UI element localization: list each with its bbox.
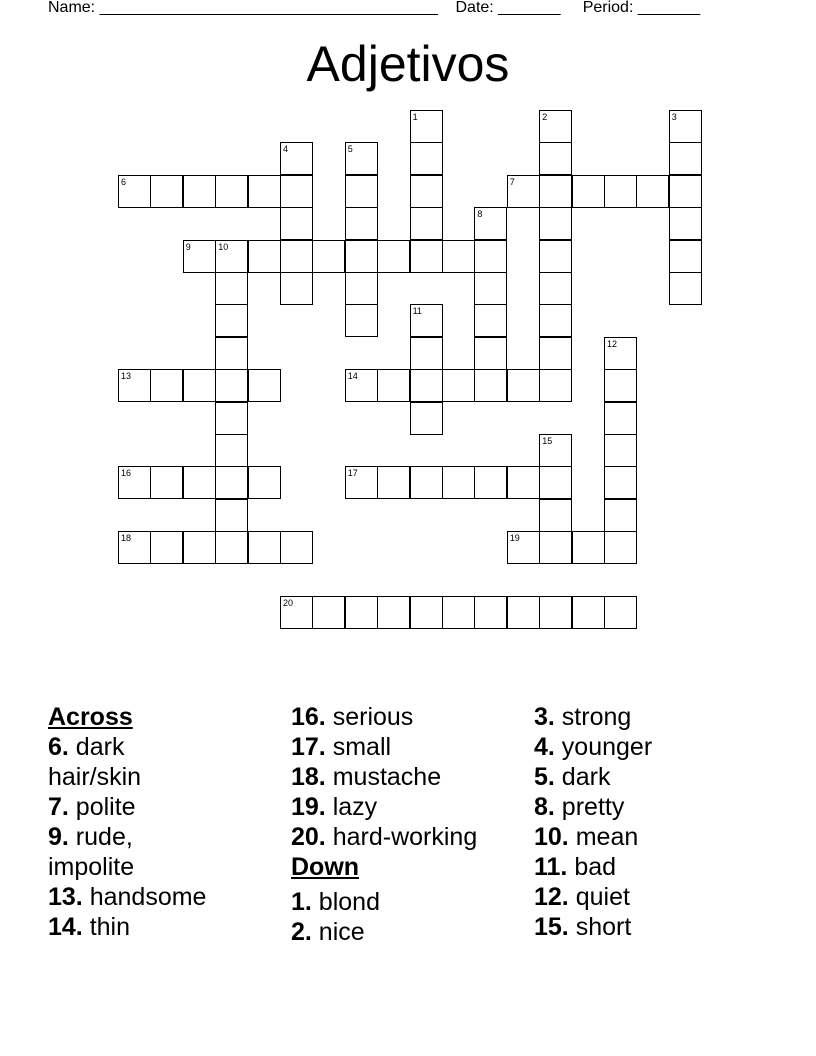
crossword-cell[interactable] — [539, 304, 572, 337]
clue-heading: Across — [48, 703, 133, 731]
crossword-cell[interactable] — [345, 240, 378, 273]
worksheet-header: Name: ______________________________________ Date: _______ Period: _______ — [48, 0, 701, 16]
crossword-cell[interactable] — [248, 369, 281, 402]
crossword-cell[interactable] — [539, 466, 572, 499]
clue-number: 13. — [48, 883, 83, 911]
crossword-cell[interactable] — [669, 272, 702, 305]
crossword-cell[interactable] — [669, 207, 702, 240]
cell-number: 10 — [218, 241, 229, 252]
cell-number: 4 — [283, 144, 289, 155]
clue-item — [534, 912, 769, 942]
crossword-cell[interactable] — [215, 466, 248, 499]
crossword-cell[interactable] — [572, 596, 605, 629]
clue-number: 8. — [534, 793, 555, 821]
crossword-cell[interactable] — [345, 142, 378, 175]
crossword-cell[interactable] — [150, 531, 183, 564]
cell-number: 5 — [347, 144, 353, 155]
crossword-cell[interactable] — [248, 175, 281, 208]
clue-item — [48, 822, 283, 882]
crossword-cell[interactable] — [539, 240, 572, 273]
crossword-cell[interactable] — [604, 175, 637, 208]
clue-text: nice — [311, 918, 365, 946]
cell-number: 7 — [509, 176, 515, 187]
cell-number: 15 — [542, 436, 553, 446]
crossword-cell[interactable] — [280, 531, 313, 564]
crossword-cell[interactable] — [215, 175, 248, 208]
clue-text: thin — [82, 913, 131, 941]
crossword-cell[interactable] — [604, 466, 637, 499]
crossword-cell[interactable] — [183, 240, 216, 273]
crossword-cell[interactable] — [442, 466, 475, 499]
clue-item — [291, 702, 526, 732]
crossword-cell[interactable] — [215, 434, 248, 467]
clue-text: mean — [568, 823, 639, 851]
crossword-cell[interactable] — [539, 272, 572, 305]
crossword-cell[interactable] — [669, 142, 702, 175]
cell-number: 12 — [607, 338, 618, 349]
crossword-cell[interactable] — [507, 369, 540, 402]
crossword-cell[interactable] — [345, 272, 378, 305]
crossword-cell[interactable] — [410, 402, 443, 435]
clue-item — [291, 822, 526, 852]
cell-number: 19 — [509, 533, 520, 544]
crossword-cell[interactable] — [539, 596, 572, 629]
clue-text: mustache — [325, 763, 442, 791]
crossword-cell[interactable] — [150, 466, 183, 499]
crossword-cell[interactable] — [150, 175, 183, 208]
clue-item — [48, 792, 283, 822]
crossword-cell[interactable] — [572, 175, 605, 208]
clue-item — [48, 912, 283, 942]
crossword-cell[interactable] — [539, 531, 572, 564]
crossword-cell[interactable] — [150, 369, 183, 402]
clue-item — [48, 732, 283, 792]
clue-number: 18. — [291, 763, 326, 791]
crossword-cell[interactable] — [474, 240, 507, 273]
crossword-cell[interactable] — [377, 466, 410, 499]
crossword-cell[interactable] — [410, 175, 443, 208]
crossword-cell[interactable] — [507, 596, 540, 629]
crossword-cell[interactable] — [539, 207, 572, 240]
crossword-cell[interactable] — [215, 304, 248, 337]
clue-item — [534, 702, 769, 732]
crossword-cell[interactable] — [215, 369, 248, 402]
cell-number: 16 — [121, 468, 132, 479]
clue-text: lazy — [325, 793, 378, 821]
clue-text: short — [568, 913, 632, 941]
clue-number: 16. — [291, 703, 326, 731]
clue-text: blond — [311, 888, 380, 916]
clue-text: quiet — [568, 883, 630, 911]
crossword-cell[interactable] — [377, 240, 410, 273]
clue-heading: Down — [291, 853, 360, 881]
clue-number: 9. — [48, 823, 69, 851]
crossword-cell[interactable] — [118, 369, 151, 402]
crossword-cell[interactable] — [410, 110, 443, 143]
crossword-cell[interactable] — [410, 466, 443, 499]
cell-number: 17 — [347, 468, 358, 479]
crossword-cell[interactable] — [604, 337, 637, 370]
crossword-cell[interactable] — [183, 466, 216, 499]
crossword-cell[interactable] — [604, 499, 637, 532]
clue-number: 17. — [291, 733, 326, 761]
crossword-cell[interactable] — [410, 304, 443, 337]
clue-number: 15. — [534, 913, 569, 941]
clue-text: dark — [68, 733, 125, 761]
clue-item — [291, 887, 526, 917]
crossword-cell[interactable] — [280, 596, 313, 629]
crossword-cell[interactable] — [474, 207, 507, 240]
clue-item — [534, 882, 769, 912]
crossword-cell[interactable] — [539, 499, 572, 532]
clue-text-continued: hair/skin — [48, 763, 142, 791]
crossword-cell[interactable] — [604, 369, 637, 402]
crossword-cell[interactable] — [183, 175, 216, 208]
cell-number: 8 — [477, 209, 483, 220]
crossword-cell[interactable] — [410, 596, 443, 629]
crossword-cell[interactable] — [280, 240, 313, 273]
cell-number: 3 — [671, 112, 677, 122]
crossword-cell[interactable] — [669, 110, 702, 143]
crossword-cell[interactable] — [215, 272, 248, 305]
clue-text: bad — [567, 853, 617, 881]
crossword-cell[interactable] — [539, 142, 572, 175]
crossword-cell[interactable] — [539, 110, 572, 143]
crossword-cell[interactable] — [377, 596, 410, 629]
clue-number: 20. — [291, 823, 326, 851]
crossword-cell[interactable] — [183, 531, 216, 564]
clue-number: 1. — [291, 888, 312, 916]
cell-number: 20 — [283, 598, 294, 608]
clue-column-1 — [48, 702, 283, 942]
clue-item — [291, 732, 526, 762]
crossword-cell[interactable] — [312, 240, 345, 273]
crossword-cell[interactable] — [539, 337, 572, 370]
crossword-cell[interactable] — [539, 434, 572, 467]
cell-number: 2 — [542, 112, 548, 122]
crossword-cell[interactable] — [474, 337, 507, 370]
clue-column-2 — [291, 702, 526, 947]
clue-item — [291, 762, 526, 792]
crossword-cell[interactable] — [215, 402, 248, 435]
clue-number: 12. — [534, 883, 569, 911]
crossword-cell[interactable] — [248, 531, 281, 564]
clue-text: small — [325, 733, 392, 761]
crossword-cell[interactable] — [248, 466, 281, 499]
crossword-cell[interactable] — [572, 531, 605, 564]
clue-text: dark — [554, 763, 611, 791]
crossword-cell[interactable] — [507, 531, 540, 564]
crossword-cell[interactable] — [345, 596, 378, 629]
crossword-cell[interactable] — [442, 240, 475, 273]
clue-item — [48, 882, 283, 912]
cell-number: 6 — [121, 176, 127, 187]
crossword-cell[interactable] — [280, 272, 313, 305]
crossword-cell[interactable] — [118, 466, 151, 499]
crossword-cell[interactable] — [345, 175, 378, 208]
crossword-cell[interactable] — [345, 207, 378, 240]
clue-item — [291, 792, 526, 822]
crossword-cell[interactable] — [280, 207, 313, 240]
crossword-cell[interactable] — [669, 240, 702, 273]
clue-text: rude, — [68, 823, 133, 851]
clue-number: 19. — [291, 793, 326, 821]
crossword-cell[interactable] — [604, 531, 637, 564]
crossword-cell[interactable] — [474, 304, 507, 337]
crossword-cell[interactable] — [118, 531, 151, 564]
clue-text: handsome — [82, 883, 207, 911]
clue-item — [534, 792, 769, 822]
crossword-cell[interactable] — [442, 596, 475, 629]
clue-number: 4. — [534, 733, 555, 761]
cell-number: 14 — [347, 371, 358, 382]
cell-number: 9 — [185, 241, 191, 252]
crossword-cell[interactable] — [474, 369, 507, 402]
cell-number: 13 — [121, 371, 132, 382]
crossword-cell[interactable] — [215, 337, 248, 370]
crossword-cell[interactable] — [604, 434, 637, 467]
clue-number: 10. — [534, 823, 569, 851]
crossword-cell[interactable] — [669, 175, 702, 208]
clue-text: strong — [554, 703, 632, 731]
crossword-cell[interactable] — [474, 466, 507, 499]
crossword-cell[interactable] — [507, 466, 540, 499]
clue-number: 6. — [48, 733, 69, 761]
cell-number: 11 — [412, 306, 422, 317]
clue-item — [534, 732, 769, 762]
clue-item — [291, 917, 526, 947]
crossword-cell[interactable] — [118, 175, 151, 208]
clue-item — [534, 762, 769, 792]
crossword-cell[interactable] — [410, 337, 443, 370]
clue-number: 7. — [48, 793, 69, 821]
clue-text: pretty — [554, 793, 625, 821]
crossword-cell[interactable] — [636, 175, 669, 208]
cell-number: 1 — [412, 112, 418, 122]
cell-number: 18 — [121, 533, 132, 544]
crossword-cell[interactable] — [539, 175, 572, 208]
crossword-cell[interactable] — [248, 240, 281, 273]
crossword-cell[interactable] — [183, 369, 216, 402]
crossword-cell[interactable] — [474, 596, 507, 629]
crossword-cell[interactable] — [280, 142, 313, 175]
crossword-cell[interactable] — [410, 142, 443, 175]
crossword-cell[interactable] — [312, 596, 345, 629]
crossword-cell[interactable] — [345, 304, 378, 337]
clue-number: 3. — [534, 703, 555, 731]
clue-text: hard-working — [325, 823, 478, 851]
clue-number: 2. — [291, 918, 312, 946]
crossword-cell[interactable] — [410, 207, 443, 240]
crossword-cell[interactable] — [215, 531, 248, 564]
clue-number: 14. — [48, 913, 83, 941]
clue-column-3 — [534, 702, 769, 942]
clue-text: younger — [554, 733, 653, 761]
crossword-cell[interactable] — [377, 369, 410, 402]
crossword-cell[interactable] — [507, 175, 540, 208]
clue-text: polite — [68, 793, 136, 821]
crossword-cell[interactable] — [604, 596, 637, 629]
clue-text-continued: impolite — [48, 853, 135, 881]
crossword-cell[interactable] — [280, 175, 313, 208]
crossword-cell[interactable] — [345, 369, 378, 402]
clue-item — [534, 822, 769, 852]
crossword-cell[interactable] — [215, 499, 248, 532]
crossword-cell[interactable] — [410, 240, 443, 273]
clue-number: 11. — [534, 853, 568, 881]
clue-text: serious — [325, 703, 414, 731]
crossword-cell[interactable] — [410, 369, 443, 402]
crossword-cell[interactable] — [539, 369, 572, 402]
crossword-cell[interactable] — [442, 369, 475, 402]
crossword-cell[interactable] — [474, 272, 507, 305]
crossword-cell[interactable] — [604, 402, 637, 435]
clue-item — [534, 852, 769, 882]
clue-number: 5. — [534, 763, 555, 791]
crossword-cell[interactable] — [215, 240, 248, 273]
page-title: Adjetivos — [306, 36, 510, 92]
crossword-cell[interactable] — [345, 466, 378, 499]
